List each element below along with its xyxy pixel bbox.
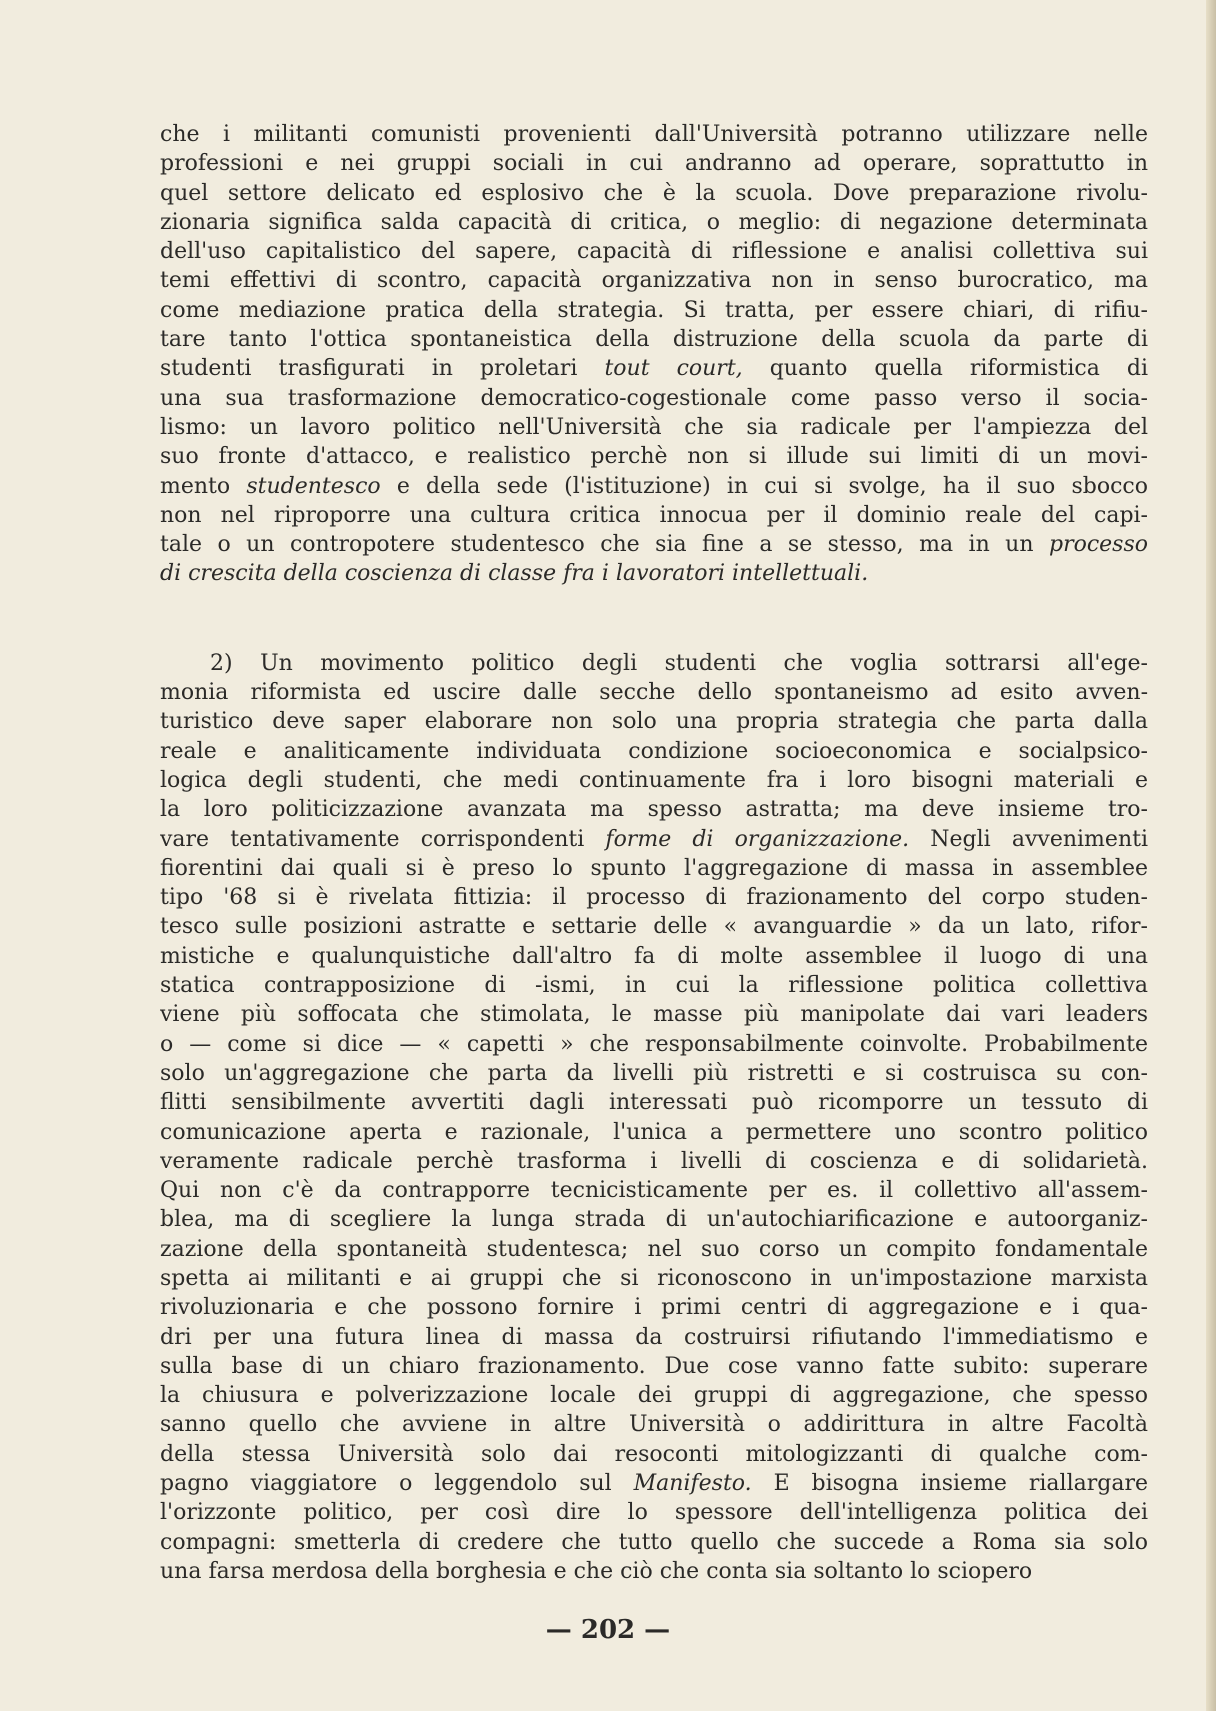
- paragraph-2: [160, 649, 1148, 1587]
- text-line: [160, 559, 1148, 588]
- text-line: tipo '68 si è rivelata fittizia: il processo di frazionamento del corpo studen-: [160, 885, 1148, 911]
- text-line: Qui non c'è da contrapporre tecnicisticamente per es. il collettivo all'assem-: [160, 1178, 1148, 1204]
- text-segment: pagno viaggiatore o leggendolo sul: [160, 1471, 634, 1497]
- text-line: lismo: un lavoro politico nell'Università che sia radicale per l'ampiezza del: [160, 414, 1148, 440]
- text-segment: Negli avvenimenti: [909, 826, 1148, 852]
- text-line: della stessa Università solo dai resoconti mitologizzanti di qualche com-: [160, 1441, 1148, 1467]
- document-body: [160, 120, 1148, 1586]
- text-line: dell'uso capitalistico del sapere, capacità di riflessione e analisi collettiva sui: [160, 239, 1148, 265]
- text-line: la chiusura e polverizzazione locale dei gruppi di aggregazione, che spesso: [160, 1383, 1148, 1409]
- italic-text: processo: [1048, 532, 1148, 558]
- italic-text: tout court,: [604, 356, 743, 382]
- text-segment: vare tentativamente corrispondenti: [160, 826, 606, 852]
- text-line: rivoluzionaria e che possono fornire i primi centri di aggregazione e i qua-: [160, 1295, 1148, 1321]
- text-line: tare tanto l'ottica spontaneistica della distruzione della scuola da parte di: [160, 327, 1148, 353]
- text-line: sulla base di un chiaro frazionamento. Due cose vanno fatte subito: superare: [160, 1353, 1148, 1379]
- italic-text: di crescita della coscienza di classe fra i lavoratori intellettuali.: [160, 561, 869, 587]
- text-line: [160, 1469, 1148, 1498]
- text-segment: tale o un contropotere studentesco che sia fine a se stesso, ma in un: [160, 532, 1049, 558]
- text-line: non nel riproporre una cultura critica innocua per il dominio reale del capi-: [160, 502, 1148, 528]
- text-line: [160, 354, 1148, 383]
- text-line: compagni: smetterla di credere che tutto quello che succede a Roma sia solo: [160, 1529, 1148, 1555]
- text-line: quel settore delicato ed esplosivo che è la scuola. Dove preparazione rivolu-: [160, 180, 1148, 206]
- text-line: logica degli studenti, che medi continuamente fra i loro bisogni materiali e: [160, 767, 1148, 793]
- page-number: — 202 —: [545, 1615, 671, 1645]
- text-line: comunicazione aperta e razionale, l'unica a permettere uno scontro politico: [160, 1119, 1148, 1145]
- text-line: sanno quello che avviene in altre Università o addirittura in altre Facoltà: [160, 1412, 1148, 1438]
- page-edge: [1206, 0, 1216, 1711]
- text-line: fiorentini dai quali si è preso lo spunto l'aggregazione di massa in assemblee: [160, 855, 1148, 881]
- text-line: spetta ai militanti e ai gruppi che si riconoscono in un'impostazione marxista: [160, 1265, 1148, 1291]
- text-line: zionaria significa salda capacità di critica, o meglio: di negazione determinata: [160, 209, 1148, 235]
- paragraph-1: [160, 120, 1148, 589]
- italic-text: studentesco: [246, 473, 381, 499]
- text-line: veramente radicale perchè trasforma i livelli di coscienza e di solidarietà.: [160, 1148, 1148, 1174]
- text-segment: mento: [160, 473, 247, 499]
- text-segment: studenti trasfigurati in proletari: [160, 356, 605, 382]
- text-segment: E bisogna insieme riallargare: [751, 1471, 1148, 1497]
- text-line: viene più soffocata che stimolata, le masse più manipolate dai vari leaders: [160, 1002, 1148, 1028]
- text-line: che i militanti comunisti provenienti dall'Università potranno utilizzare nelle: [160, 122, 1148, 147]
- italic-text: forme di organizzazione.: [605, 826, 910, 852]
- text-line: suo fronte d'attacco, e realistico perchè non si illude sui limiti di un movi-: [160, 444, 1148, 470]
- text-line: come mediazione pratica della strategia. Si tratta, per essere chiari, di rifiu-: [160, 297, 1148, 323]
- text-line: la loro politicizzazione avanzata ma spesso astratta; ma deve insieme tro-: [160, 797, 1148, 823]
- italic-text: Manifesto.: [633, 1471, 752, 1497]
- text-line: [160, 825, 1148, 854]
- text-line: mistiche e qualunquistiche dall'altro fa di molte assemblee il luogo di una: [160, 943, 1148, 969]
- text-line: [160, 472, 1148, 501]
- text-line: reale e analiticamente individuata condizione socioeconomica e socialpsico-: [160, 738, 1148, 764]
- text-line: flitti sensibilmente avvertiti dagli interessati può ricomporre un tessuto di: [160, 1090, 1148, 1116]
- text-line: monia riformista ed uscire dalle secche dello spontaneismo ad esito avven-: [160, 680, 1148, 706]
- text-line: una farsa merdosa della borghesia e che ciò che conta sia soltanto lo sciopero: [160, 1558, 1033, 1584]
- text-line: [160, 530, 1148, 559]
- text-line: 2) Un movimento politico degli studenti che voglia sottrarsi all'ege-: [210, 650, 1148, 676]
- text-line: una sua trasformazione democratico-cogestionale come passo verso il socia-: [160, 385, 1148, 411]
- text-line: blea, ma di scegliere la lunga strada di un'autochiarificazione e autoorganiz-: [160, 1207, 1148, 1233]
- text-line: statica contrapposizione di -ismi, in cui la riflessione politica collettiva: [160, 973, 1148, 999]
- text-line: l'orizzonte politico, per così dire lo spessore dell'intelligenza politica dei: [160, 1500, 1148, 1526]
- text-line: o — come si dice — « capetti » che responsabilmente coinvolte. Probabilmente: [160, 1031, 1148, 1057]
- text-line: tesco sulle posizioni astratte e settarie delle « avanguardie » da un lato, rifor-: [160, 914, 1148, 940]
- text-line: turistico deve saper elaborare non solo una propria strategia che parta dalla: [160, 709, 1148, 735]
- text-line: temi effettivi di scontro, capacità organizzativa non in senso burocratico, ma: [160, 268, 1148, 294]
- text-line: solo un'aggregazione che parta da livelli più ristretti e si costruisca su con-: [160, 1060, 1148, 1086]
- text-line: professioni e nei gruppi sociali in cui andranno ad operare, soprattutto in: [160, 151, 1148, 177]
- text-segment: e della sede (l'istituzione) in cui si svolge, ha il suo sbocco: [380, 473, 1148, 499]
- text-segment: quanto quella riformistica di: [742, 356, 1148, 382]
- text-line: zazione della spontaneità studentesca; nel suo corso un compito fondamentale: [160, 1236, 1148, 1262]
- text-line: dri per una futura linea di massa da costruirsi rifiutando l'immediatismo e: [160, 1324, 1148, 1350]
